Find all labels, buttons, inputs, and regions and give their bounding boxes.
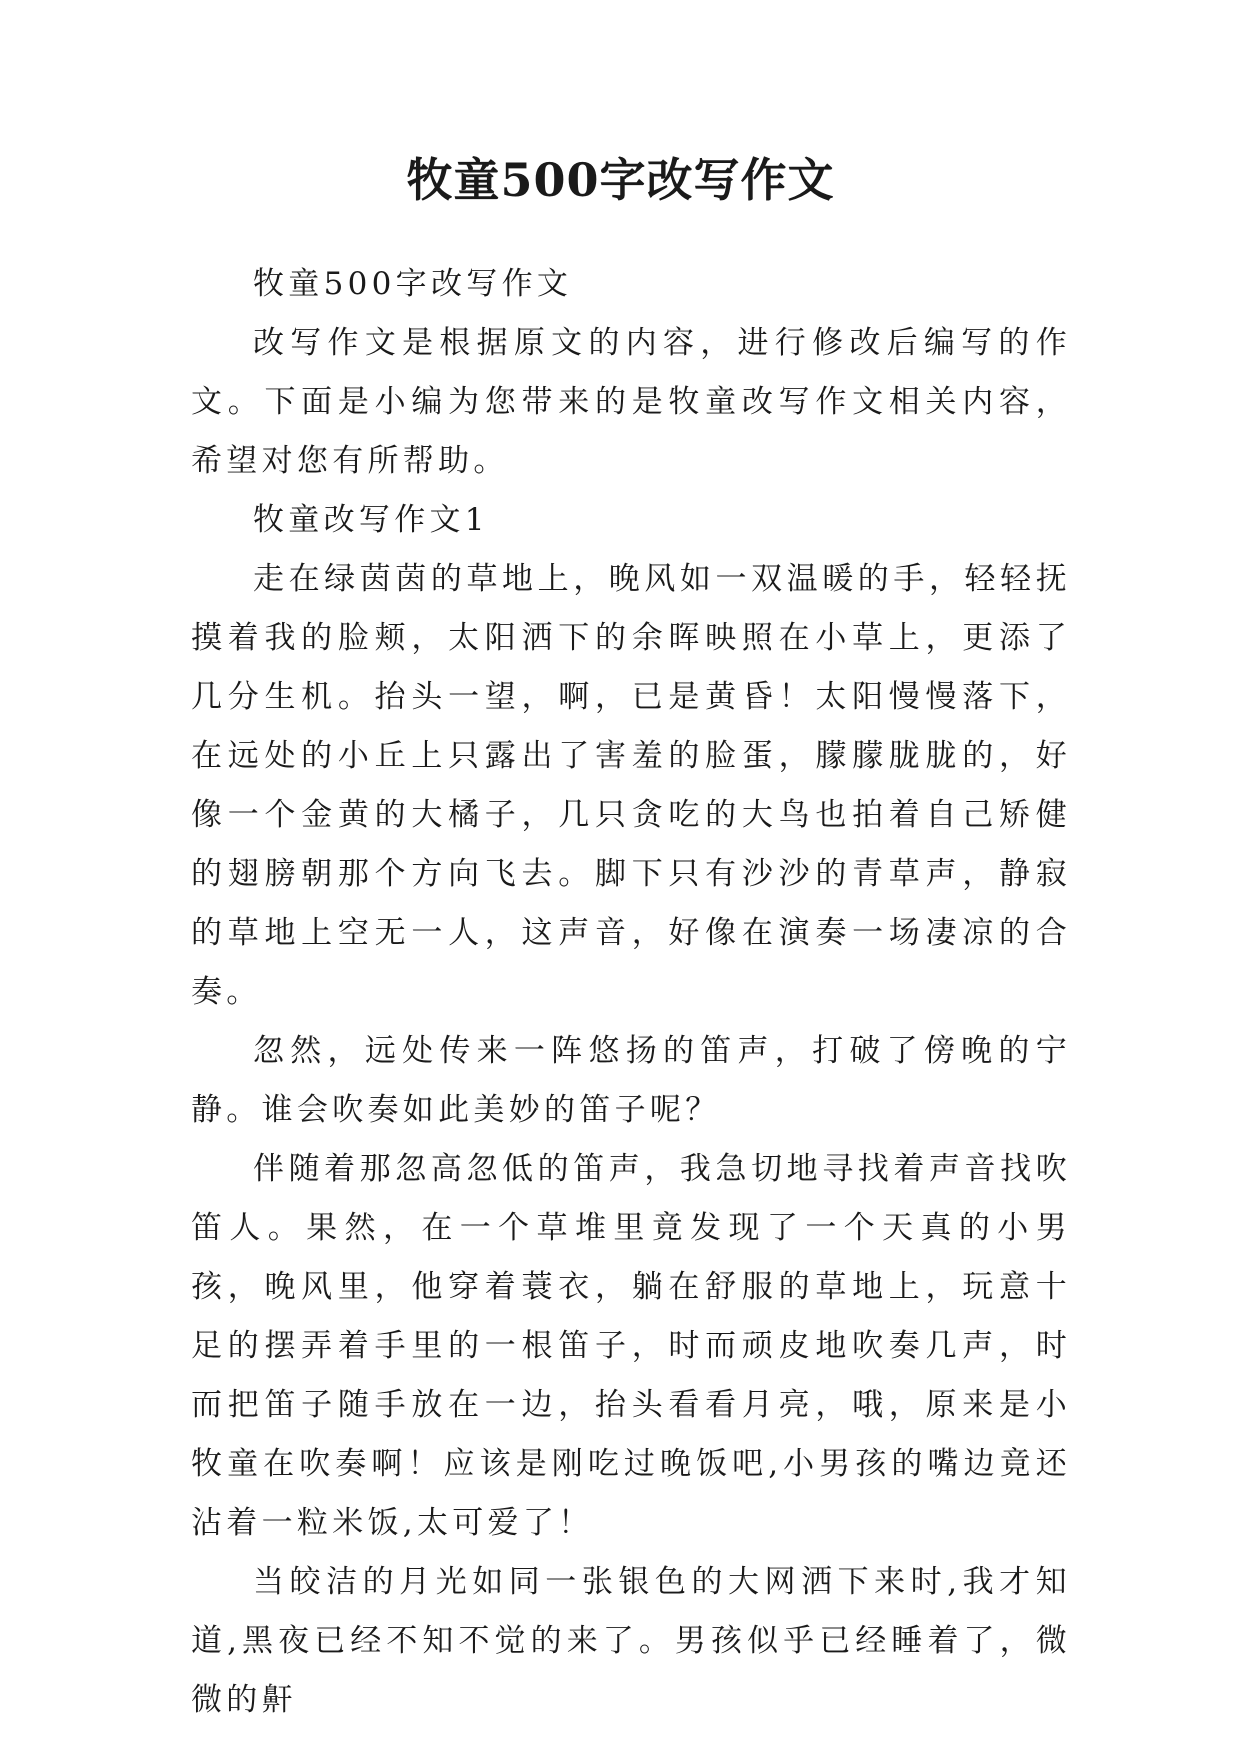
paragraph-section-heading: 牧童改写作文1 bbox=[253, 502, 489, 538]
paragraph-body: 走在绿茵茵的草地上，晚风如一双温暖的手，轻轻抚摸着我的脸颊，太阳洒下的余晖映照在小草上，更添了几分生机。抬头一望，啊，已是黄昏！太阳慢慢落下，在远处的小丘上只露出了害羞的脸蛋，朦朦胧胧的，好像一个金黄的大橘子，几只贪吃的大鸟也拍着自己矫健的翅膀朝那个方向飞去。脚下只有沙沙的青草声，静寂的草地上空无一人，这声音，好像在演奏一场凄凉的合奏。 bbox=[191, 561, 1071, 1010]
paragraph-body: 忽然，远处传来一阵悠扬的笛声，打破了傍晚的宁静。谁会吹奏如此美妙的笛子呢？ bbox=[191, 1033, 1071, 1128]
document-body bbox=[191, 255, 1071, 1730]
paragraph-intro: 改写作文是根据原文的内容，进行修改后编写的作文。下面是小编为您带来的是牧童改写作文相关内容，希望对您有所帮助。 bbox=[191, 325, 1071, 479]
paragraph-body: 当皎洁的月光如同一张银色的大网洒下来时,我才知道,黑夜已经不知不觉的来了。男孩似乎已经睡着了，微微的鼾 bbox=[191, 1564, 1071, 1718]
paragraph-subtitle: 牧童500字改写作文 bbox=[253, 266, 573, 302]
paragraph-body: 伴随着那忽高忽低的笛声，我急切地寻找着声音找吹笛人。果然，在一个草堆里竟发现了一个天真的小男孩，晚风里，他穿着蓑衣，躺在舒服的草地上，玩意十足的摆弄着手里的一根笛子，时而顽皮地吹奏几声，时而把笛子随手放在一边，抬头看看月亮，哦，原来是小牧童在吹奏啊！应该是刚吃过晚饭吧,小男孩的嘴边竟还沾着一粒米饭,太可爱了！ bbox=[191, 1151, 1071, 1541]
document-title: 牧童500字改写作文 bbox=[406, 153, 835, 207]
